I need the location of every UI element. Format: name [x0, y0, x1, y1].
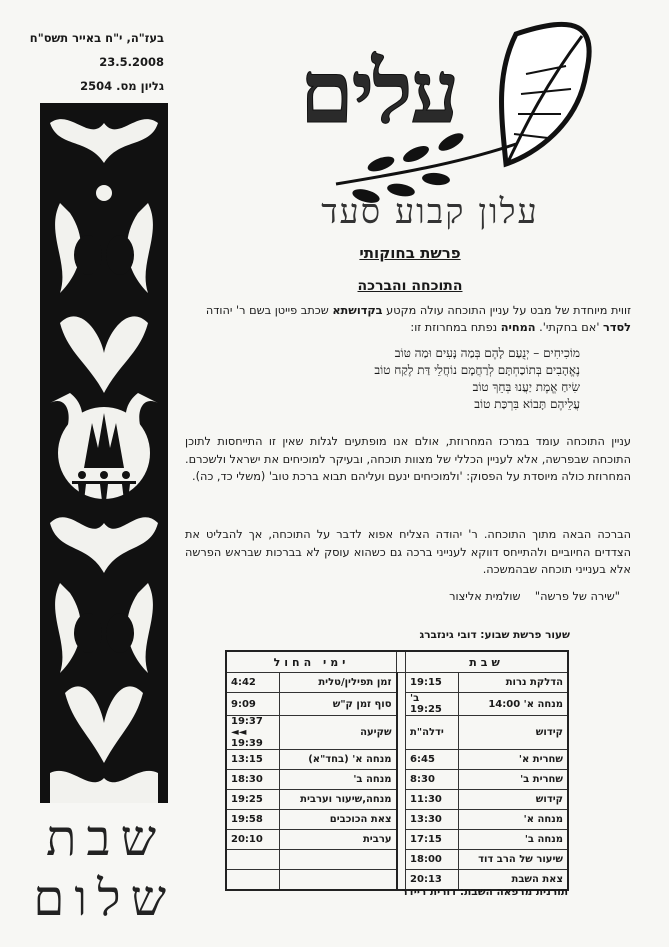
hebrew-date: בעז"ה, י"ח באייר תשס"ח — [29, 31, 164, 45]
shabbat-time: 19:15 — [406, 673, 459, 693]
table-row — [226, 673, 568, 693]
weekday-label: זמן תפילין/טלית — [280, 673, 397, 693]
shabbat-time: 11:30 — [406, 790, 459, 810]
shabbat-time: 13:30 — [406, 810, 459, 830]
table-row — [226, 790, 568, 810]
intro-text-1: זווית מיוחדת של מבט על עניין התוכחה עולה מקטע — [382, 304, 631, 317]
poem — [250, 345, 580, 413]
intro-text-4: נפתח במחרוזת זו: — [410, 321, 501, 334]
poem-line: מוֹכִיחִים – יְנֻעַם לָהֶם בְּמַה נָּעִים וּמַה טּוֹב — [394, 346, 580, 360]
poem-line: עֲלֵיהֶם תָּבוֹא בִּרְכַּת טוֹב — [474, 397, 580, 411]
table-row — [226, 810, 568, 830]
table-row — [226, 716, 568, 750]
shabbat-label: מנחה א' — [459, 810, 568, 830]
intro-paragraph — [185, 302, 631, 336]
intro-bold-2: לסדר — [603, 321, 631, 334]
logo-word: עלים — [300, 42, 458, 143]
table-header-row — [226, 651, 568, 673]
weekday-time: 9:09 — [226, 693, 280, 716]
weekday-label: מנחה,שיעור וערבית — [280, 790, 397, 810]
table-row — [226, 850, 568, 870]
shabbat-label: מנחה א' 14:00 — [459, 693, 568, 716]
poem-line: שִׂיחַ אֱמֶת יַעֲנוּ בְּחֵךְ טוֹב — [472, 380, 580, 394]
weekday-time: 20:10 — [226, 830, 280, 850]
shabbat-label: קידוש — [459, 716, 568, 750]
shabbat-time: 8:30 — [406, 770, 459, 790]
gregorian-date: 23.5.2008 — [99, 55, 164, 69]
signature-author: שולמית אליצור — [449, 590, 521, 603]
parasha-title: פרשת בחוקותי — [359, 244, 461, 262]
weekday-label: מנחה ב' — [280, 770, 397, 790]
weekday-time: 4:42 — [226, 673, 280, 693]
shabbat-label: שחרית ב' — [459, 770, 568, 790]
weekday-label — [280, 850, 397, 870]
table-row — [226, 770, 568, 790]
table-row — [226, 693, 568, 716]
ornament-pattern-icon — [40, 103, 168, 803]
signature — [290, 590, 620, 603]
shalom-word: שלום — [33, 869, 176, 927]
table-row — [226, 830, 568, 850]
weekday-time: 19:58 — [226, 810, 280, 830]
shabbat-time: 20:13 — [406, 870, 459, 891]
shabbat-header: שבת — [406, 651, 568, 673]
shabbat-label: שחרית א' — [459, 750, 568, 770]
weekday-header: ימי החול — [226, 651, 397, 673]
shabbat-label: קידוש — [459, 790, 568, 810]
body-paragraph-1: עניין התוכחה עומד במרכז המחרוזת, אולם אנו מופתעים לגלות שאין זו התייחסות לתוכן התוכחה שבפרשה, אלא לעניין הכללי של מצוות תוכחה, ובעיקר למוכיחים את ישראל ולשכרם. המחרוזת כולה מיוסדת על הפסוק: 'ולמוכיחים ינעם ועליהם תבוא ברכת טוב' (משלי כד, כה). — [185, 435, 631, 483]
shabbat-shalom — [33, 808, 176, 928]
prayer-times-body — [226, 673, 568, 891]
body-paragraph-2: הברכה הבאה מתוך התוכחה. ר' יהודה הצליח אפוא לדבר על התוכחה, אך להבליט את הצדדים החיוביים ולהתייחס דווקא לענייני ברכה גם כשהוא עוסק לא בברכות שבראש הפרשה אלא בענייני תוכחה שבהמשכה. — [185, 528, 631, 576]
shabbat-label: שיעור של הרב דוד — [459, 850, 568, 870]
intro-text-3: 'אם בחקתי'. — [535, 321, 604, 334]
shabbat-label: מנחה ב' — [459, 830, 568, 850]
shabbat-time: ידלה"ת — [406, 716, 459, 750]
shabbat-time: ב' 19:25 — [406, 693, 459, 716]
duty-nurse: תורנית מרפאה השבת: דורית ריידר — [401, 886, 568, 898]
shabbat-time: 17:15 — [406, 830, 459, 850]
signature-source: "שירה של פרשה" — [534, 590, 620, 603]
weekday-time — [226, 850, 280, 870]
weekday-label: ערבית — [280, 830, 397, 850]
weekday-label: צאת הכוכבים — [280, 810, 397, 830]
poem-line: נֶאֱהָבִים בְּתוֹכַחְתָּם לְרַחֲמָם נוֹחֲלֵי דַּת לֶקַח טוֹב — [374, 363, 580, 377]
weekday-time: 13:15 — [226, 750, 280, 770]
weekday-label: סוף זמן ק"ש — [280, 693, 397, 716]
weekday-time: 19:25 — [226, 790, 280, 810]
decorative-strip — [40, 103, 168, 803]
shabbat-label: הדלקת נרות — [459, 673, 568, 693]
intro-bold-3: המחיה — [500, 321, 536, 334]
shabbat-time: 18:00 — [406, 850, 459, 870]
issue-number: גליון מס. 2504 — [80, 79, 164, 93]
intro-bold-1: בקדושתא — [332, 304, 383, 317]
weekly-shiur: שעור פרשת שבוע: דובי גינזברג — [419, 629, 570, 641]
weekday-time: 19:37 ◄◄ 19:39 — [226, 716, 280, 750]
weekday-time: 18:30 — [226, 770, 280, 790]
article-title: התוכחה והברכה — [357, 278, 463, 294]
table-row — [226, 750, 568, 770]
logo-subtitle: עלון קבוע סעד — [321, 192, 539, 232]
weekday-label: שקיעה — [280, 716, 397, 750]
intro-text-2: שכתב פייטן בשם ר' יהודה — [205, 304, 333, 317]
shabbat-label: צאת השבת — [459, 870, 568, 891]
shabbat-time: 6:45 — [406, 750, 459, 770]
weekday-label: מנחה א' (בחד"א) — [280, 750, 397, 770]
shabbat-word: שבת — [46, 809, 166, 867]
prayer-times-table — [225, 650, 569, 891]
issue-meta — [14, 26, 164, 98]
